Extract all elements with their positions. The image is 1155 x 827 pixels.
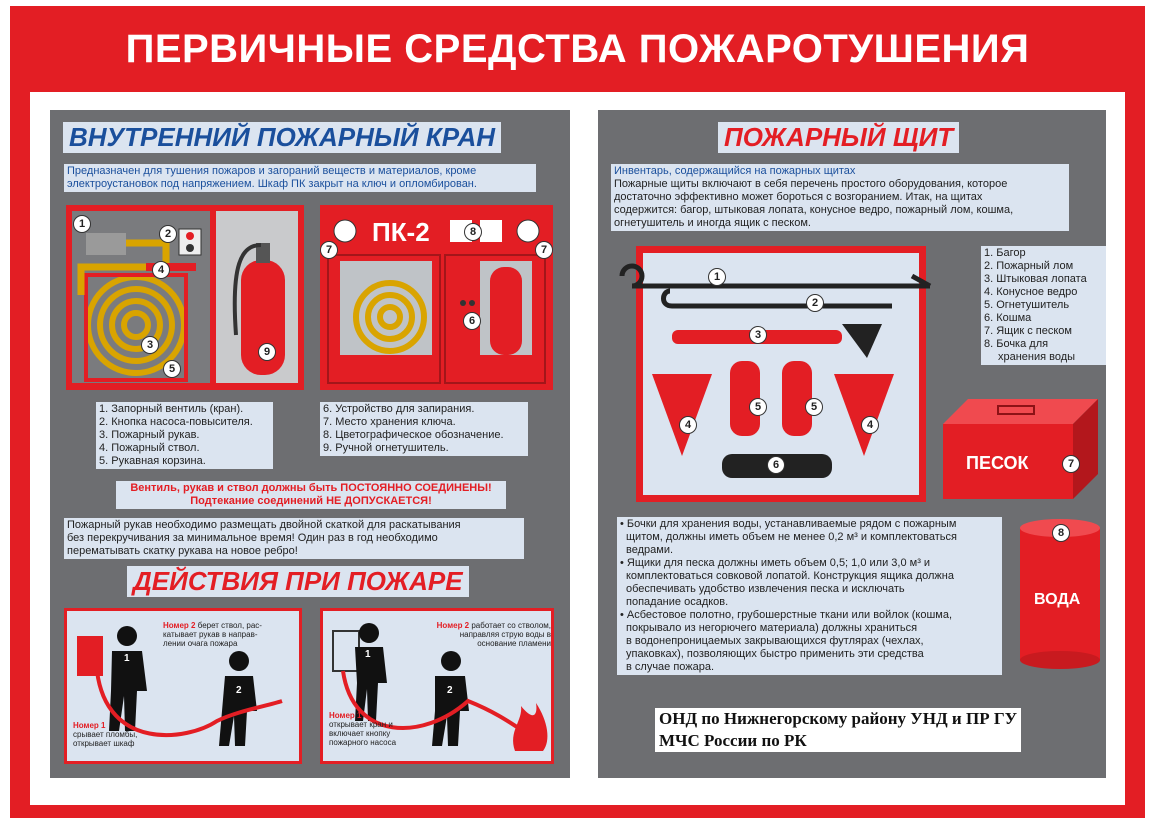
open-hydrant-cabinet xyxy=(66,205,304,390)
list-item: 9. Ручной огнетушитель. xyxy=(323,442,449,454)
actions-heading: ДЕЙСТВИЯ ПРИ ПОЖАРЕ xyxy=(127,566,469,597)
list-item: 4. Пожарный ствол. xyxy=(99,442,200,454)
callout-7: 7 xyxy=(320,241,338,259)
callout-6: 6 xyxy=(463,312,481,330)
cabinet-door-illustration xyxy=(320,205,553,390)
callout-7: 7 xyxy=(1062,455,1080,473)
closed-hydrant-cabinet xyxy=(320,205,553,390)
callout-1: 1 xyxy=(708,268,726,286)
requirement-line: ведрами. xyxy=(626,544,674,556)
list-item: 2. Кнопка насоса-повысителя. xyxy=(99,416,253,428)
requirement-line: обеспечивать удобство извлечения песка и исключать xyxy=(626,583,905,595)
callout-2: 2 xyxy=(159,225,177,243)
inventory-line: огнетушитель и иногда ящик с песком. xyxy=(614,217,811,229)
instruction-line: без перекручивания за минимальное время! Один раз в год необходимо xyxy=(67,532,438,544)
fire-shield-board xyxy=(636,246,926,502)
callout-4: 4 xyxy=(861,416,879,434)
inventory-line: Пожарные щиты включают в себя перечень простого оборудования, которое xyxy=(614,178,1008,190)
requirement-line: комплектоваться совковой лопатой. Конструкция ящика должна xyxy=(626,570,954,582)
hydrant-intro xyxy=(64,164,536,192)
warning-line: Подтекание соединений НЕ ДОПУСКАЕТСЯ! xyxy=(190,495,432,507)
callout-4: 4 xyxy=(152,261,170,279)
svg-text:2: 2 xyxy=(236,685,242,696)
list-item: 1. Запорный вентиль (кран). xyxy=(99,403,244,415)
requirement-line: попадание осадков. xyxy=(626,596,729,608)
list-item: 6. Устройство для запирания. xyxy=(323,403,475,415)
action-panel-1 xyxy=(64,608,302,764)
sand-box-illustration xyxy=(938,394,1103,504)
hydrant-heading: ВНУТРЕННИЙ ПОЖАРНЫЙ КРАН xyxy=(63,122,501,153)
intro-line: электроустановок под напряжением. Шкаф ПК закрыт на ключ и опломбирован. xyxy=(67,178,477,190)
requirement-line: • Бочки для хранения воды, устанавливаемые рядом с пожарным xyxy=(620,518,957,530)
action-step-n2: Номер 2 берет ствол, рас-катывает рукав в направ-лении очага пожара xyxy=(163,621,262,648)
warning-line: Вентиль, рукав и ствол должны быть ПОСТОЯННО СОЕДИНЕНЫ! xyxy=(130,482,492,494)
legend-item: 2. Пожарный лом xyxy=(984,260,1074,272)
water-label: ВОДА xyxy=(1034,591,1081,608)
inventory-line: содержится: багор, штыковая лопата, конусное ведро, пожарный лом, кошма, xyxy=(614,204,1014,216)
svg-text:1: 1 xyxy=(365,649,371,660)
list-item: 8. Цветографическое обозначение. xyxy=(323,429,504,441)
requirement-line: упаковках), позволяющих быстро применить эти средства xyxy=(626,648,924,660)
sand-label: ПЕСОК xyxy=(966,453,1029,473)
list-item: 7. Место хранения ключа. xyxy=(323,416,456,428)
credit-line: МЧС России по РК xyxy=(659,731,807,750)
callout-1: 1 xyxy=(73,215,91,233)
legend-item: 7. Ящик с песком xyxy=(984,325,1072,337)
action-step-n1: Номер 1 открывает кран и включает кнопку пожарного насоса xyxy=(329,711,397,747)
svg-text:2: 2 xyxy=(447,685,453,696)
legend-item: 4. Конусное ведро xyxy=(984,286,1078,298)
requirement-line: • Асбестовое полотно, грубошерстные ткани или войлок (кошма, xyxy=(620,609,953,621)
legend-item: 3. Штыковая лопата xyxy=(984,273,1087,285)
action-step-n1: Номер 1 срывает пломбы, открывает шкаф xyxy=(73,721,138,748)
legend-item: 1. Багор xyxy=(984,247,1026,259)
callout-5: 5 xyxy=(749,398,767,416)
requirement-line: в водонепроницаемых закрывающихся футлярах (чехлах, xyxy=(626,635,924,647)
list-item: 5. Рукавная корзина. xyxy=(99,455,206,467)
shield-heading: ПОЖАРНЫЙ ЩИТ xyxy=(718,122,959,153)
hose-instructions xyxy=(64,518,524,559)
requirements-text xyxy=(617,517,1002,675)
inventory-line: достаточно эффективно может бороться с возгоранием. Итак, на щитах xyxy=(614,191,983,203)
callout-7: 7 xyxy=(535,241,553,259)
requirement-line: покрывало из негорючего материала) должны храниться xyxy=(626,622,918,634)
instruction-line: Пожарный рукав необходимо размещать двойной скаткой для раскатывания xyxy=(67,519,461,531)
inventory-title: Инвентарь, содержащийся на пожарных щитах xyxy=(614,165,856,177)
callout-5: 5 xyxy=(805,398,823,416)
legend-item: хранения воды xyxy=(998,351,1076,363)
page-title: ПЕРВИЧНЫЕ СРЕДСТВА ПОЖАРОТУШЕНИЯ xyxy=(125,26,1030,71)
callout-6: 6 xyxy=(767,456,785,474)
components-list-1 xyxy=(96,402,273,469)
cabinet-label: ПК-2 xyxy=(372,217,430,247)
list-item: 3. Пожарный рукав. xyxy=(99,429,200,441)
callout-9: 9 xyxy=(258,343,276,361)
legend-item: 5. Огнетушитель xyxy=(984,299,1070,311)
inventory-text xyxy=(611,164,1069,231)
requirement-line: в случае пожара. xyxy=(626,661,715,673)
components-list-2 xyxy=(320,402,528,456)
action-step-n2: Номер 2 работает со стволом, направляя струю воды в основание пламени xyxy=(436,621,551,648)
connection-warning xyxy=(116,481,506,509)
callout-2: 2 xyxy=(806,294,824,312)
callout-8: 8 xyxy=(1052,524,1070,542)
callout-4: 4 xyxy=(679,416,697,434)
svg-text:1: 1 xyxy=(124,653,130,664)
shield-legend xyxy=(981,246,1106,365)
intro-line: Предназначен для тушения пожаров и загораний веществ и материалов, кроме xyxy=(67,165,477,177)
callout-8: 8 xyxy=(464,223,482,241)
requirement-line: щитом, должны иметь объем не менее 0,2 м³ и комплектоваться xyxy=(626,531,957,543)
legend-item: 8. Бочка для xyxy=(984,338,1049,350)
callout-3: 3 xyxy=(141,336,159,354)
callout-5: 5 xyxy=(163,360,181,378)
instruction-line: перематывать скатку рукава на новое ребро! xyxy=(67,545,298,557)
requirement-line: • Ящики для песка должны иметь объем 0,5; 1,0 или 3,0 м³ и xyxy=(620,557,931,569)
credit-text xyxy=(655,708,1021,752)
action-panel-2 xyxy=(320,608,554,764)
credit-line: ОНД по Нижнегорскому району УНД и ПР ГУ xyxy=(659,709,1018,728)
callout-3: 3 xyxy=(749,326,767,344)
hose-reel-illustration xyxy=(66,205,304,390)
legend-item: 6. Кошма xyxy=(984,312,1032,324)
